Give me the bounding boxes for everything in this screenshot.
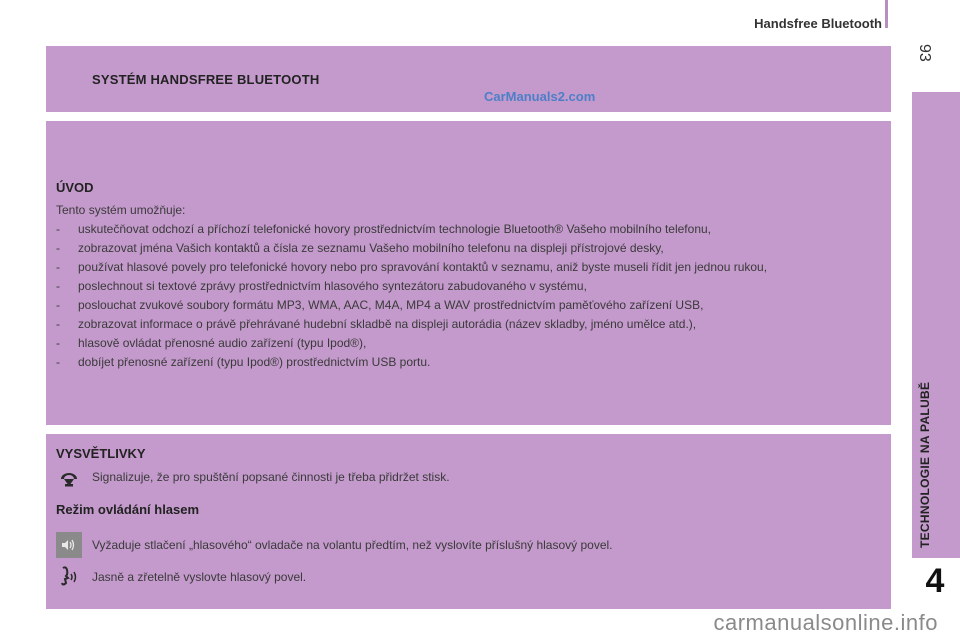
list-item: - zobrazovat informace o právě přehrávané hudební skladbě na displeji autorádia (název skladby, jméno umělce atd.), <box>56 317 697 331</box>
intro-lead: Tento systém umožňuje: <box>56 203 186 217</box>
list-item: - uskutečňovat odchozí a příchozí telefonické hovory prostřednictvím technologie Bluetooth® Vašeho mobilního telefonu, <box>56 222 711 236</box>
voice-mode-heading: Režim ovládání hlasem <box>56 502 200 517</box>
header-divider <box>885 0 888 28</box>
chapter-number: 4 <box>925 562 945 600</box>
press-hold-icon <box>56 464 82 490</box>
feature-list <box>56 220 767 372</box>
watermark-link[interactable]: CarManuals2.com <box>484 89 596 104</box>
list-item: - dobíjet přenosné zařízení (typu Ipod®) prostřednictvím USB portu. <box>56 355 431 369</box>
voice-command-button-icon <box>56 532 82 558</box>
intro-heading: ÚVOD <box>56 180 94 195</box>
header-title: Handsfree Bluetooth <box>754 16 882 31</box>
page-number: 93 <box>916 44 933 62</box>
list-item: - poslechnout si textové zprávy prostřednictvím hlasového syntezátoru zabudovaného v systému, <box>56 279 587 293</box>
hold-explanation: Signalizuje, že pro spuštění popsané činnosti je třeba přidržet stisk. <box>92 470 450 484</box>
list-item: - poslouchat zvukové soubory formátu MP3, WMA, AAC, M4A, MP4 a WAV prostřednictvím paměťového zařízení USB, <box>56 298 704 312</box>
voice-button-explanation: Vyžaduje stlačení „hlasového“ ovladače na volantu předtím, než vyslovíte příslušný hlasový povel. <box>92 538 613 552</box>
speak-command-icon <box>56 564 82 590</box>
list-item: - hlasově ovládat přenosné audio zařízení (typu Ipod®), <box>56 336 367 350</box>
legend-heading: VYSVĚTLIVKY <box>56 446 146 461</box>
speak-explanation: Jasně a zřetelně vyslovte hlasový povel. <box>92 570 307 584</box>
list-item: - zobrazovat jména Vašich kontaktů a čísla ze seznamu Vašeho mobilního telefonu na displeji přístrojové desky, <box>56 241 664 255</box>
list-item: - používat hlasové povely pro telefonické hovory nebo pro spravování kontaktů v seznamu, aniž byste museli řídit jen jednou rukou, <box>56 260 768 274</box>
chapter-title: TECHNOLOGIE NA PALUBĚ <box>918 381 932 548</box>
page-title: SYSTÉM HANDSFREE BLUETOOTH <box>92 72 320 87</box>
footer-watermark: carmanualsonline.info <box>713 610 938 635</box>
